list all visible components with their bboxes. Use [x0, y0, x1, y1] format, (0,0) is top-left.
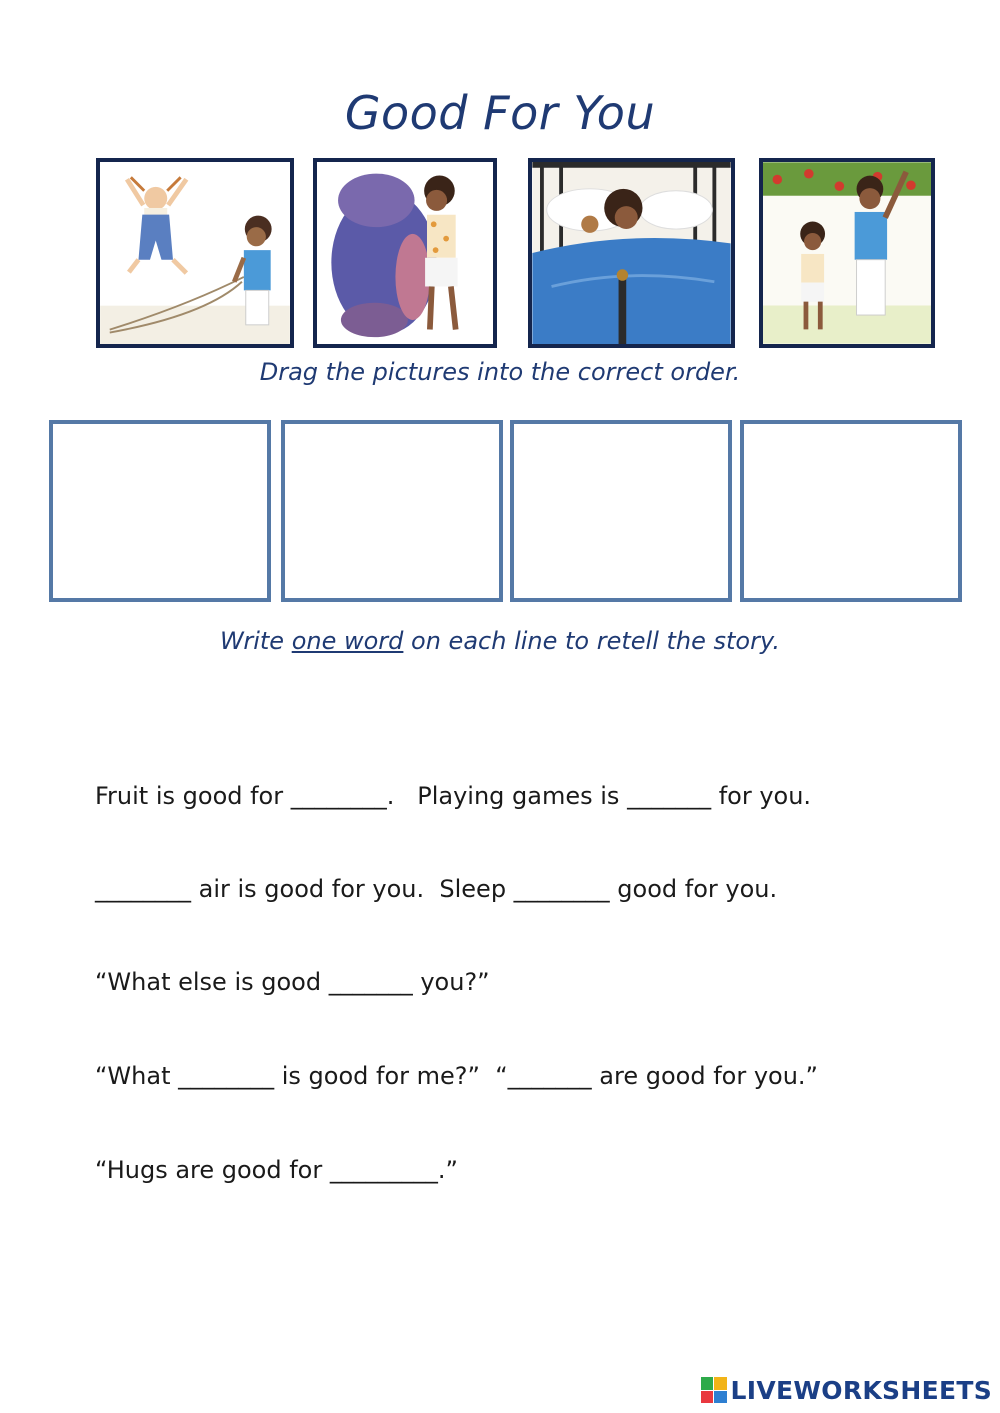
liveworksheets-logo-icon: [701, 1377, 727, 1403]
sentence-2[interactable]: ________ air is good for you. Sleep ________ good for you.: [95, 875, 778, 903]
boys-under-apple-tree-illustration: [763, 162, 931, 344]
drop-zone-2[interactable]: [281, 420, 503, 602]
logo-square-blue: [714, 1391, 727, 1404]
girl-jumping-rope-illustration: [100, 162, 290, 344]
liveworksheets-logo[interactable]: [701, 1375, 992, 1405]
sentence-3[interactable]: “What else is good _______ you?”: [95, 968, 490, 996]
write-instruction-end: on each line to retell the story.: [403, 627, 780, 655]
sentence-5[interactable]: “Hugs are good for _________.”: [95, 1156, 458, 1184]
picture-apple-tree[interactable]: [759, 158, 935, 348]
logo-square-red: [701, 1391, 714, 1404]
boy-sleeping-in-bed-illustration: [532, 162, 731, 344]
page-title: Good For You: [344, 86, 656, 140]
picture-hippo-hug[interactable]: [313, 158, 497, 348]
sentence-4[interactable]: “What ________ is good for me?” “_______ are good for you.”: [95, 1062, 818, 1090]
picture-jump-rope[interactable]: [96, 158, 294, 348]
write-instruction-emphasis: one word: [291, 627, 404, 655]
picture-sleeping[interactable]: [528, 158, 735, 348]
drag-instruction: Drag the pictures into the correct order.: [259, 358, 741, 386]
write-instruction: [0, 627, 1000, 655]
liveworksheets-logo-text: LIVEWORKSHEETS: [730, 1375, 992, 1405]
drop-zone-1[interactable]: [49, 420, 271, 602]
drop-zone-4[interactable]: [740, 420, 962, 602]
boy-hugging-hippo-illustration: [317, 162, 493, 344]
sentence-1[interactable]: Fruit is good for ________. Playing games is _______ for you.: [95, 782, 812, 810]
logo-square-green: [701, 1377, 714, 1390]
drop-zone-3[interactable]: [510, 420, 732, 602]
logo-square-yellow: [714, 1377, 727, 1390]
write-instruction-start: Write: [220, 627, 292, 655]
